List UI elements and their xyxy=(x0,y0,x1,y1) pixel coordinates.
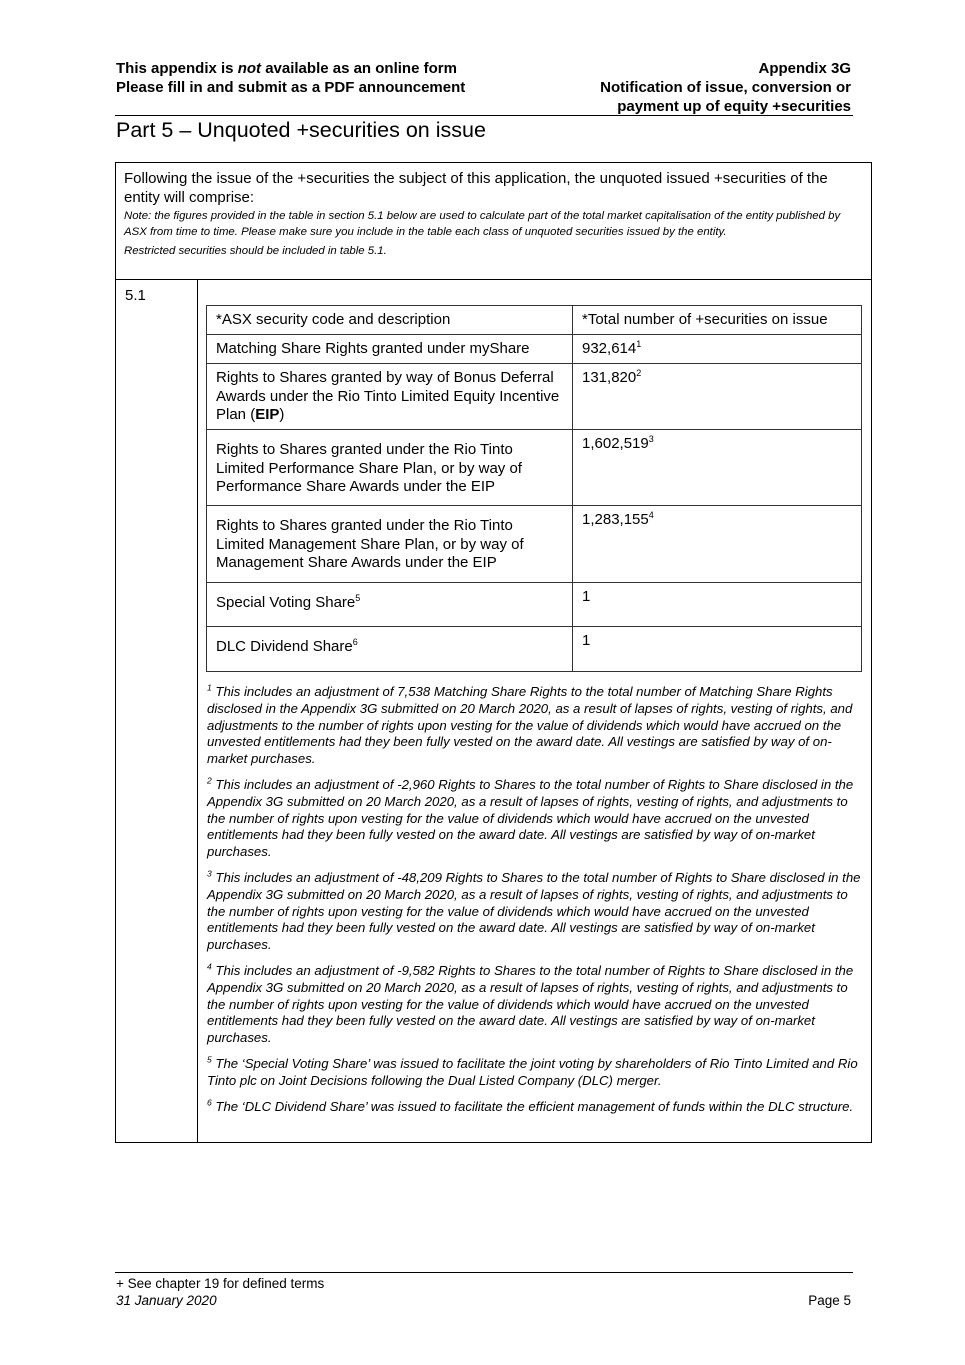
row-description: DLC Dividend Share$^6$ xyxy=(207,627,573,672)
row-value: 932,614$^1$ xyxy=(573,335,862,364)
footer-left xyxy=(116,1275,324,1309)
header-divider xyxy=(115,115,853,116)
defined-terms-note: + See chapter 19 for defined terms xyxy=(116,1276,325,1291)
footnote: $^4$ This includes an adjustment of -9,582 Rights to Shares to the total number of Rights to Share disclosed in the Appendix 3G submitted on 20 March 2020, as a result of lapses of rights, vesting of rights, and adjustments to the number of rights upon vesting for the value of dividends which would have accrued on the unvested entitlements had they been fully vested on the award date. All vestings are satisfied by way of on-market purchases. xyxy=(207,961,854,1046)
footnote: $^3$ This includes an adjustment of -48,209 Rights to Shares to the total number of Rights to Share disclosed in the Appendix 3G submitted on 20 March 2020, as a result of lapses of rights, vesting of rights, and adjustments to the number of rights upon vesting for the value of dividends which would have accrued on the unvested entitlements had they been fully vested on the award date. All vestings are satisfied by way of on-market purchases. xyxy=(207,868,861,953)
intro-text: Following the issue of the +securities the subject of this application, the unquoted issued +securities of the entity will comprise: xyxy=(124,170,828,206)
row-value: 1,283,155$^4$ xyxy=(573,506,862,583)
part-title: Part 5 – Unquoted +securities on issue xyxy=(116,118,486,142)
section-box xyxy=(115,162,872,1143)
row-description: Rights to Shares granted by way of Bonus Deferral Awards under the Rio Tinto Limited Equity Incentive Plan (EIP) xyxy=(207,364,573,430)
intro xyxy=(124,169,864,260)
appendix-label: Appendix 3G xyxy=(758,60,851,77)
column-divider xyxy=(197,279,198,1142)
footer-date: 31 January 2020 xyxy=(116,1293,217,1308)
header-right xyxy=(600,59,851,116)
divider xyxy=(116,279,871,280)
appendix-subtitle-line1: Notification of issue, conversion or xyxy=(600,79,851,96)
header-left-line1: This appendix is not available as an online form xyxy=(116,60,457,77)
footnotes xyxy=(207,684,867,1124)
footnote: $^1$ This includes an adjustment of 7,538 Matching Share Rights to the total number of Matching Share Rights disclosed in the Appendix 3G submitted on 20 March 2020, as a result of lapses of rights, vesting of rights, and adjustments to the number of rights upon vesting for the value of dividends which would have accrued on the unvested entitlements had they been fully vested on the award date. All vestings are satisfied by way of on-market purchases. xyxy=(207,682,853,767)
appendix-subtitle-line2: payment up of equity +securities xyxy=(617,98,851,115)
row-description: Rights to Shares granted under the Rio Tinto Limited Performance Share Plan, or by way of Performance Share Awards under the EIP xyxy=(207,430,573,506)
table-row xyxy=(207,506,862,583)
row-value: 1 xyxy=(573,627,862,672)
section-number: 5.1 xyxy=(125,287,146,304)
row-description: Matching Share Rights granted under myShare xyxy=(207,335,573,364)
table-row xyxy=(207,627,862,672)
footnote: $^5$ The ‘Special Voting Share’ was issued to facilitate the joint voting by shareholders of Rio Tinto Limited and Rio Tinto plc on Joint Decisions following the Dual Listed Company (DLC) merger. xyxy=(207,1054,858,1088)
table-header-row xyxy=(207,306,862,335)
row-value: 1 xyxy=(573,583,862,627)
header-left xyxy=(116,59,465,97)
restricted-note: Restricted securities should be included in table 5.1. xyxy=(124,245,387,257)
footer-divider xyxy=(115,1272,853,1273)
unquoted-securities-table xyxy=(206,305,862,672)
footnote: $^6$ The ‘DLC Dividend Share’ was issued to facilitate the efficient management of funds within the DLC structure. xyxy=(207,1097,854,1114)
row-description: Rights to Shares granted under the Rio Tinto Limited Management Share Plan, or by way of Management Share Awards under the EIP xyxy=(207,506,573,583)
row-value: 131,820$^2$ xyxy=(573,364,862,430)
footnote: $^2$ This includes an adjustment of -2,960 Rights to Shares to the total number of Rights to Share disclosed in the Appendix 3G submitted on 20 March 2020, as a result of lapses of rights, vesting of rights, and adjustments to the number of rights upon vesting for the value of dividends which would have accrued on the unvested entitlements had they been fully vested on the award date. All vestings are satisfied by way of on-market purchases. xyxy=(207,775,854,860)
table-row xyxy=(207,583,862,627)
table-row xyxy=(207,335,862,364)
page-number: Page 5 xyxy=(808,1293,851,1308)
table-row xyxy=(207,430,862,506)
header-description: *ASX security code and description xyxy=(207,306,573,335)
intro-note: Note: the figures provided in the table in section 5.1 below are used to calculate part of the total market capitalisation of the entity published by ASX from time to time. Please make sure you include in the table each class of unquoted securities issued by the entity. xyxy=(124,210,841,238)
row-value: 1,602,519$^3$ xyxy=(573,430,862,506)
table-row xyxy=(207,364,862,430)
header-left-line2: Please fill in and submit as a PDF announcement xyxy=(116,79,466,96)
header-total: *Total number of +securities on issue xyxy=(573,306,862,335)
row-description: Special Voting Share$^5$ xyxy=(207,583,573,627)
